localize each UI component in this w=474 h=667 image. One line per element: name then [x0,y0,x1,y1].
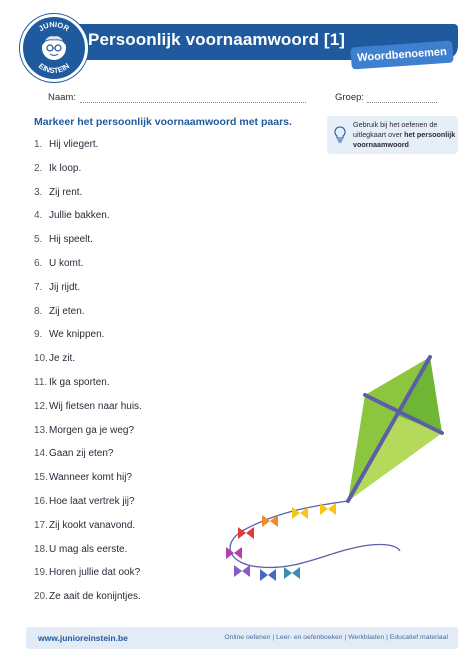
exercise-number: 3. [34,186,43,198]
exercise-sentence[interactable]: Hij speelt. [49,234,93,246]
exercise-item [34,567,140,578]
exercise-sentence[interactable]: Je zit. [49,353,76,365]
exercise-item [34,472,132,483]
exercise-item [34,139,98,150]
exercise-sentence[interactable]: Morgen ga je weg? [49,424,135,436]
kite-illustration [220,355,450,595]
exercise-number: 9. [34,329,43,341]
exercise-item [34,520,135,531]
exercise-item [34,401,142,412]
exercise-sentence[interactable]: We knippen. [49,329,105,341]
category-badge: Woordbenoemen [350,40,453,69]
footer-url-link[interactable]: www.junioreinstein.be [38,633,128,643]
exercise-number: 2. [34,162,43,174]
exercise-number: 1. [34,139,43,150]
exercise-number: 11. [34,377,48,388]
exercise-sentence[interactable]: Zij eten. [49,305,85,317]
exercise-item [34,544,127,555]
exercise-sentence[interactable]: Hij vliegert. [49,139,99,150]
exercise-sentence[interactable]: Wij fietsen naar huis. [49,400,142,412]
exercise-number: 17. [34,519,48,531]
exercise-item [34,282,80,293]
kite-bow-blue [260,569,276,581]
exercise-sentence[interactable]: Jullie bakken. [49,210,110,222]
tip-box [327,116,458,154]
page-title: Persoonlijk voornaamwoord [1] [88,30,346,49]
kite-bow-teal [284,567,300,579]
exercise-number: 19. [34,567,48,579]
exercise-number: 18. [34,543,48,555]
footer [26,627,458,649]
exercise-number: 8. [34,305,43,317]
exercise-number: 20. [34,591,48,603]
exercise-number: 14. [34,448,48,460]
exercise-sentence[interactable]: Ik ga sporten. [49,377,110,388]
einstein-face-icon [23,17,85,79]
group-label: Groep: [335,92,365,103]
exercise-sentence[interactable]: Zij rent. [49,186,83,198]
exercise-item [34,163,81,174]
exercise-number: 5. [34,234,43,246]
group-field[interactable] [367,102,437,103]
exercise-sentence[interactable]: Ik loop. [49,162,82,174]
exercise-number: 7. [34,281,43,293]
exercise-item [34,448,114,459]
instruction-text: Markeer het persoonlijk voornaamwoord met paars. [34,116,292,128]
exercise-number: 12. [34,400,48,412]
logo-text-bottom: EINSTEIN [36,61,72,76]
exercise-number: 15. [34,472,48,484]
exercise-sentence[interactable]: Hoe laat vertrek jij? [49,496,135,507]
svg-text:JUNIOR [37,20,71,34]
name-field[interactable] [80,102,306,103]
svg-text:EINSTEIN [37,61,71,75]
exercise-sentence[interactable]: Ze aait de konijntjes. [49,591,141,603]
exercise-item [34,496,135,507]
lightbulb-icon [333,126,347,144]
exercise-sentence[interactable]: U mag als eerste. [49,543,128,555]
exercise-number: 13. [34,424,48,436]
exercise-sentence[interactable]: Zij kookt vanavond. [49,519,136,531]
exercise-item [34,377,110,388]
exercise-sentence[interactable]: Wanneer komt hij? [49,472,132,484]
exercise-number: 16. [34,496,48,507]
exercise-item [34,258,83,269]
exercise-sentence[interactable]: Jij rijdt. [49,281,81,293]
exercise-number: 4. [34,210,43,222]
footer-links[interactable]: Online oefenen | Leer- en oefenboeken | Werkbladen | Educatief materiaal [224,634,448,641]
exercise-item [34,329,104,340]
exercise-sentence[interactable]: Gaan zij eten? [49,448,114,460]
tip-text-bold: het persoonlijk voornaamwoord [353,130,456,149]
exercise-item [34,425,134,436]
junior-einstein-logo [20,14,88,82]
exercise-item [34,234,93,245]
exercise-item [34,353,75,364]
name-label: Naam: [48,92,76,103]
tip-text [353,120,457,150]
tip-text-plain: Gebruik bij het oefenen de uitlegkaart over [353,120,438,139]
exercise-item [34,591,141,602]
exercise-sentence[interactable]: Horen jullie dat ook? [49,567,141,579]
exercise-item [34,306,85,317]
exercise-number: 10. [34,353,48,365]
exercise-number: 6. [34,258,43,269]
exercise-item [34,210,110,221]
exercise-item [34,187,82,198]
exercise-sentence[interactable]: U komt. [49,258,84,269]
kite-bow-purple-2 [234,565,250,577]
logo-text-top: JUNIOR [36,19,71,34]
